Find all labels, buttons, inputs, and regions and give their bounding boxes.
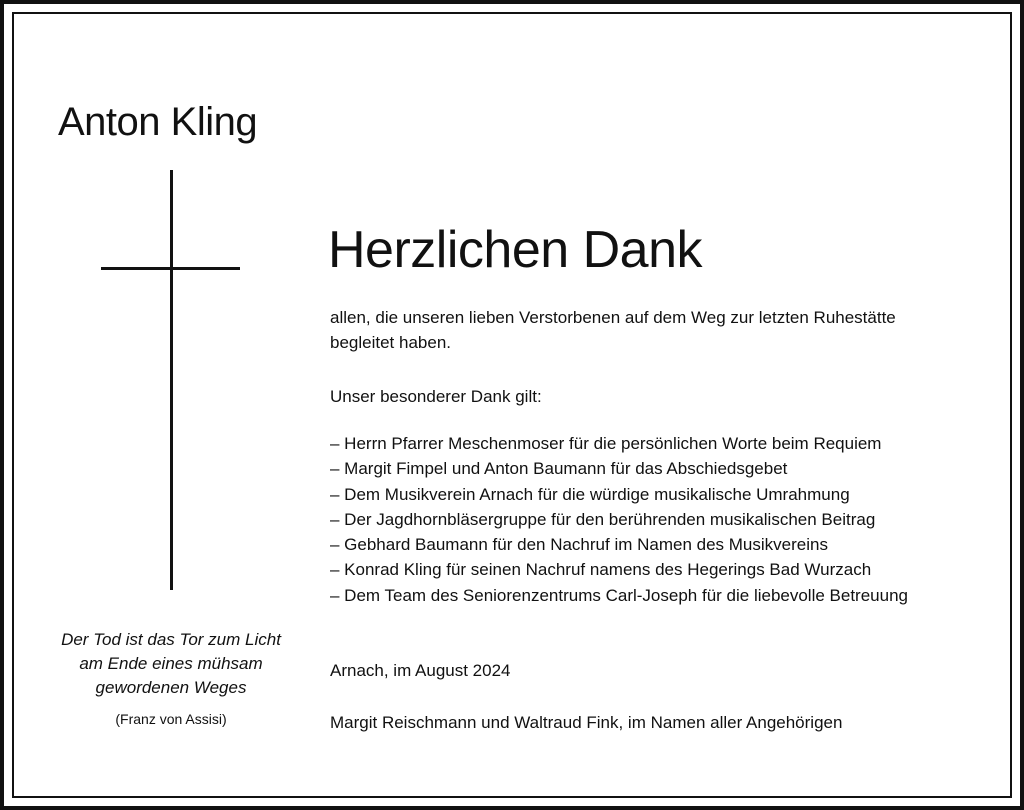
thanks-item: – Dem Musikverein Arnach für die würdige musikalische Umrahmung bbox=[330, 484, 850, 504]
deceased-name: Anton Kling bbox=[58, 100, 258, 144]
thanks-item: – Herrn Pfarrer Meschenmoser für die persönlichen Worte beim Requiem bbox=[330, 434, 882, 453]
thanks-item: – Margit Fimpel und Anton Baumann für das Abschiedsgebet bbox=[330, 459, 788, 479]
thanks-item: – Konrad Kling für seinen Nachruf namens des Hegerings Bad Wurzach bbox=[330, 560, 872, 580]
quote-line: Der Tod ist das Tor zum Licht bbox=[61, 630, 281, 649]
cross-horizontal-bar bbox=[101, 267, 240, 270]
thanks-heading: Herzlichen Dank bbox=[328, 221, 702, 279]
intro-line: begleitet haben. bbox=[330, 333, 451, 352]
signature: Margit Reischmann und Waltraud Fink, im Namen aller Angehörigen bbox=[330, 713, 843, 732]
intro-paragraph bbox=[330, 305, 896, 355]
quote-line: gewordenen Weges bbox=[95, 678, 247, 697]
place-date: Arnach, im August 2024 bbox=[330, 661, 511, 680]
quote-line: am Ende eines mühsam bbox=[79, 654, 263, 673]
thanks-list bbox=[330, 431, 908, 608]
intro-line: allen, die unseren lieben Verstorbenen auf dem Weg zur letzten Ruhestätte bbox=[330, 308, 896, 327]
quote bbox=[40, 628, 302, 700]
thanks-subtitle: Unser besonderer Dank gilt: bbox=[330, 387, 542, 406]
cross-vertical-bar bbox=[170, 170, 173, 590]
thanks-item: – Gebhard Baumann für den Nachruf im Namen des Musikvereins bbox=[330, 535, 828, 555]
quote-author: (Franz von Assisi) bbox=[115, 711, 227, 727]
thanks-item: – Dem Team des Seniorenzentrums Carl-Joseph für die liebevolle Betreuung bbox=[330, 585, 908, 605]
thanks-item: – Der Jagdhornbläsergruppe für den berührenden musikalischen Beitrag bbox=[330, 509, 876, 529]
